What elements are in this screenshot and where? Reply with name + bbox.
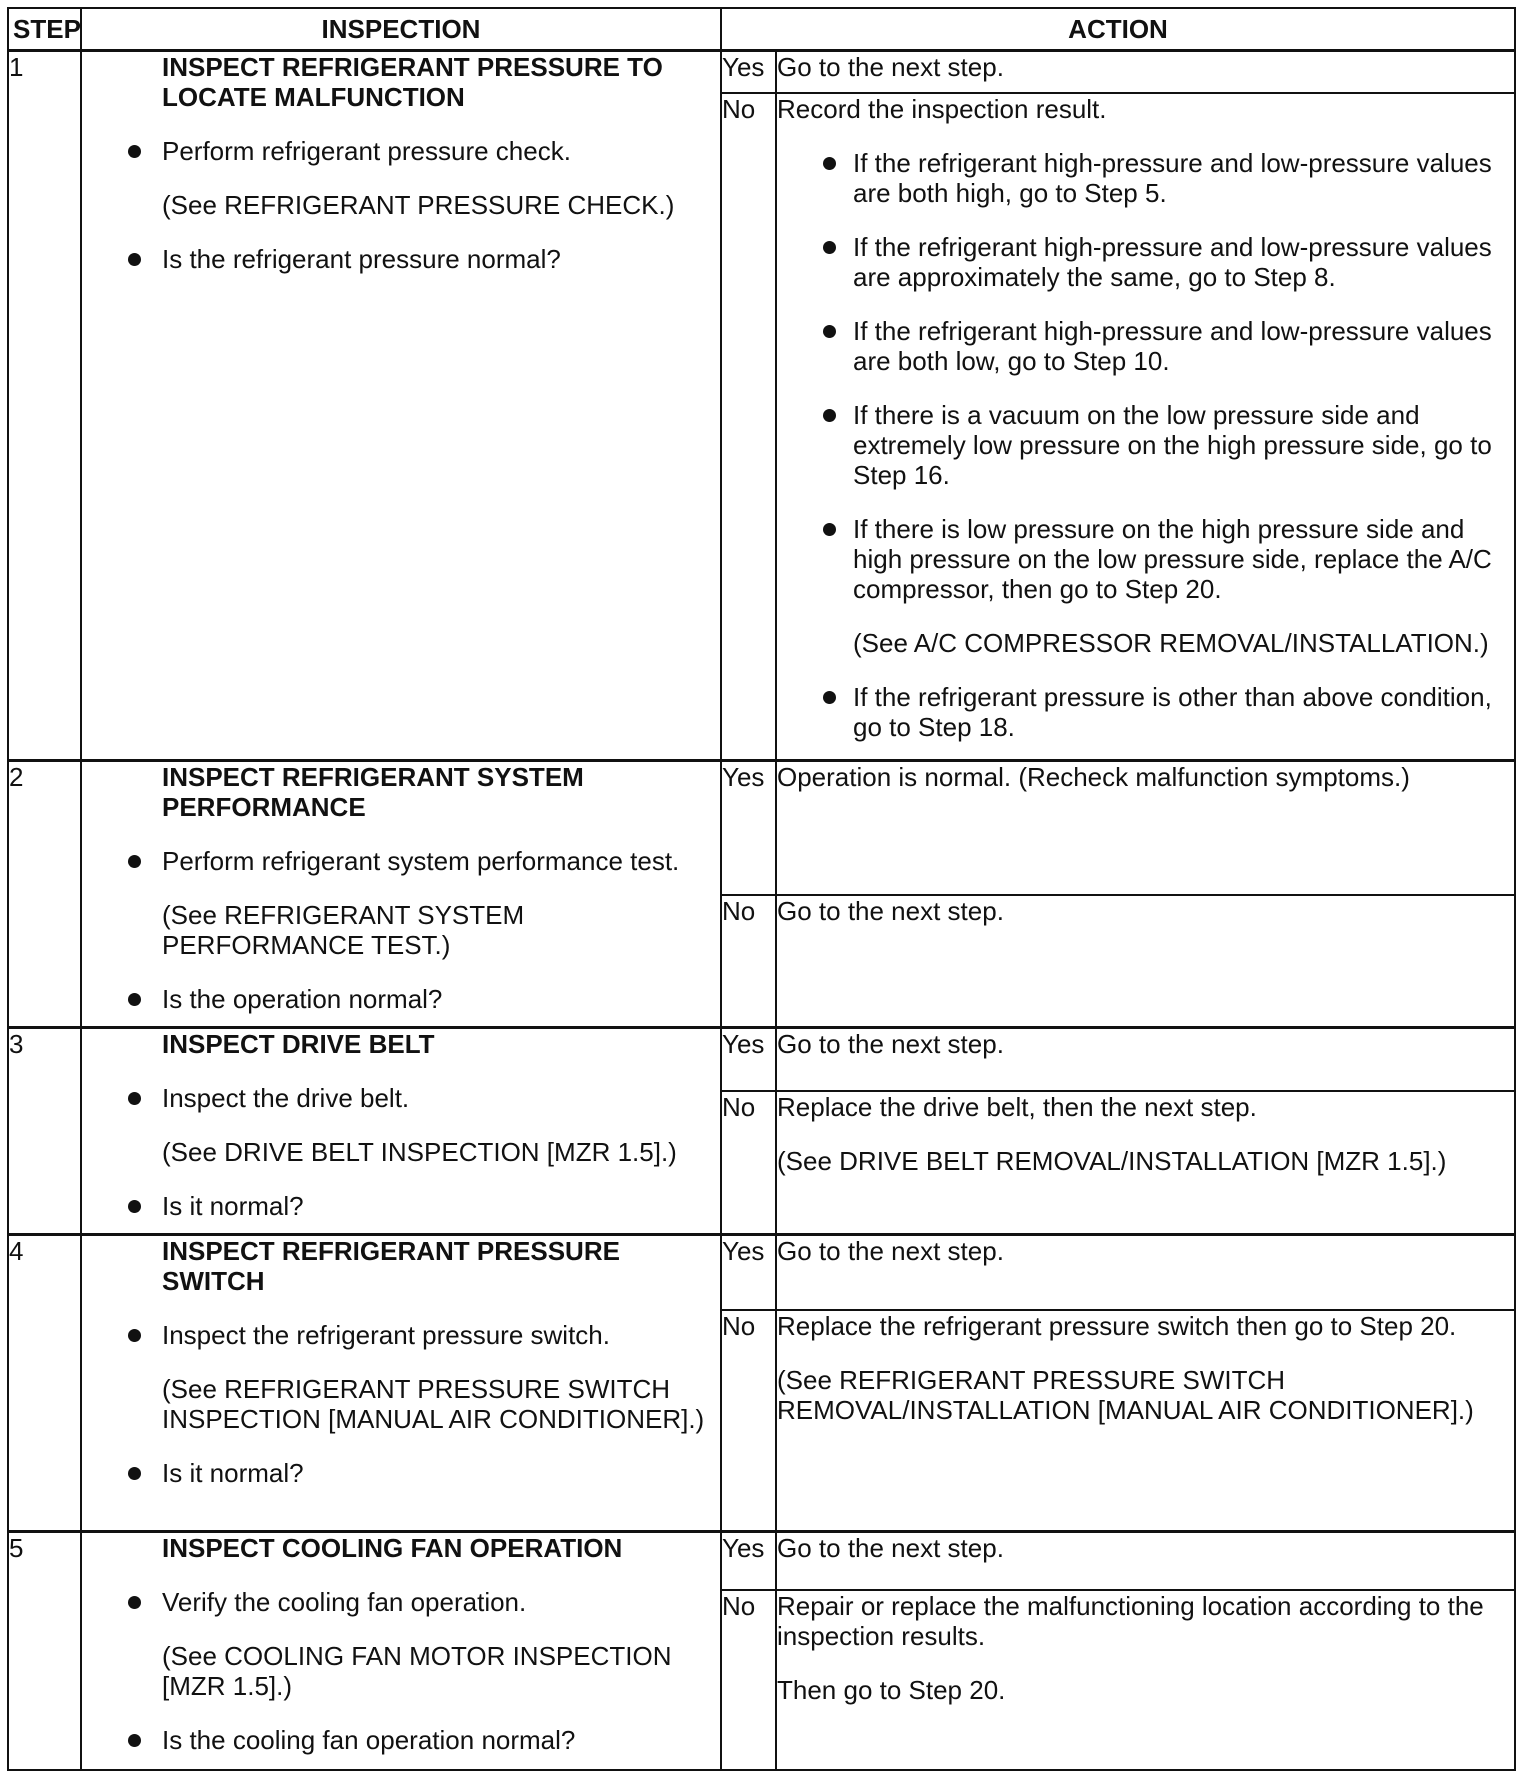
no-label: No bbox=[721, 1310, 776, 1532]
reference-text: (See DRIVE BELT INSPECTION [MZR 1.5].) bbox=[162, 1137, 677, 1168]
inspection-bullet: Inspect the drive belt. bbox=[82, 1083, 720, 1113]
step-number: 2 bbox=[8, 761, 81, 1028]
step-4-yes-row bbox=[8, 1235, 1515, 1310]
yes-action: Go to the next step. bbox=[776, 1532, 1515, 1590]
no-label: No bbox=[721, 895, 776, 1028]
reference-text: (See REFRIGERANT SYSTEM PERFORMANCE TEST.) bbox=[162, 900, 525, 961]
step-2-yes-row bbox=[8, 761, 1515, 895]
step-5-yes-row bbox=[8, 1532, 1515, 1590]
inspection-question: Is it normal? bbox=[82, 1191, 720, 1221]
action-reference: (See DRIVE BELT REMOVAL/INSTALLATION [MZR 1.5].) bbox=[777, 1145, 1447, 1176]
step-number: 1 bbox=[8, 51, 81, 761]
inspection-question: Is the refrigerant pressure normal? bbox=[82, 244, 720, 274]
inspection-bullet: Verify the cooling fan operation. bbox=[82, 1587, 720, 1617]
inspection-title: INSPECT REFRIGERANT PRESSURE SWITCH bbox=[162, 1236, 620, 1297]
inspection-cell bbox=[81, 761, 721, 1028]
no-label: No bbox=[721, 93, 776, 761]
header-row bbox=[8, 8, 1515, 51]
action-bullet: If the refrigerant high-pressure and low-pressure values are approximately the same, go to Step 8. bbox=[777, 232, 1514, 292]
action-reference: Then go to Step 20. bbox=[777, 1674, 1006, 1705]
action-bullet: If the refrigerant pressure is other than above condition, go to Step 18. bbox=[777, 682, 1514, 742]
reference-text: (See REFRIGERANT PRESSURE CHECK.) bbox=[162, 190, 675, 220]
yes-label: Yes bbox=[721, 761, 776, 895]
action-bullet: If the refrigerant high-pressure and low-pressure values are both high, go to Step 5. bbox=[777, 148, 1514, 208]
no-label: No bbox=[721, 1091, 776, 1235]
inspection-question: Is the operation normal? bbox=[82, 984, 720, 1014]
no-action bbox=[776, 1590, 1515, 1770]
action-bullet: If there is low pressure on the high pressure side and high pressure on the low pressure side, replace the A/C compressor, then go to Step 20. bbox=[777, 514, 1514, 604]
action-bullet: If there is a vacuum on the low pressure side and extremely low pressure on the high pressure side, go to Step 16. bbox=[777, 400, 1514, 490]
yes-label: Yes bbox=[721, 1028, 776, 1091]
yes-action: Operation is normal. (Recheck malfunction symptoms.) bbox=[776, 761, 1515, 895]
action-header: ACTION bbox=[721, 8, 1515, 51]
no-action bbox=[776, 1091, 1515, 1235]
step-header: STEP bbox=[8, 8, 81, 51]
no-action-text: Replace the drive belt, then the next step. bbox=[777, 1091, 1257, 1122]
no-action-text: Replace the refrigerant pressure switch then go to Step 20. bbox=[777, 1310, 1457, 1341]
step-number: 3 bbox=[8, 1028, 81, 1235]
inspection-bullet: Inspect the refrigerant pressure switch. bbox=[82, 1320, 720, 1350]
step-number: 4 bbox=[8, 1235, 81, 1532]
yes-action: Go to the next step. bbox=[776, 1028, 1515, 1091]
no-label: No bbox=[721, 1590, 776, 1770]
inspection-bullet: Perform refrigerant system performance test. bbox=[82, 846, 720, 876]
step-number: 5 bbox=[8, 1532, 81, 1770]
inspection-question: Is it normal? bbox=[82, 1458, 720, 1488]
inspection-title: INSPECT COOLING FAN OPERATION bbox=[162, 1533, 623, 1564]
yes-label: Yes bbox=[721, 1235, 776, 1310]
inspection-question: Is the cooling fan operation normal? bbox=[82, 1725, 720, 1755]
no-action-text: Record the inspection result. bbox=[777, 93, 1107, 124]
no-action bbox=[776, 1310, 1515, 1532]
action-bullet: If the refrigerant high-pressure and low-pressure values are both low, go to Step 10. bbox=[777, 316, 1514, 376]
step-1-yes-row bbox=[8, 51, 1515, 93]
inspection-bullet: Perform refrigerant pressure check. bbox=[82, 136, 720, 166]
no-action: Go to the next step. bbox=[776, 895, 1515, 1028]
diagnostic-table bbox=[7, 7, 1516, 1771]
inspection-title: INSPECT DRIVE BELT bbox=[162, 1029, 435, 1060]
action-reference: (See REFRIGERANT PRESSURE SWITCH REMOVAL/INSTALLATION [MANUAL AIR CONDITIONER].) bbox=[777, 1364, 1474, 1425]
inspection-header: INSPECTION bbox=[81, 8, 721, 51]
step-3-yes-row bbox=[8, 1028, 1515, 1091]
reference-text: (See COOLING FAN MOTOR INSPECTION [MZR 1.5].) bbox=[162, 1641, 672, 1702]
inspection-cell bbox=[81, 1028, 721, 1235]
inspection-title: INSPECT REFRIGERANT SYSTEM PERFORMANCE bbox=[162, 762, 584, 823]
inspection-cell bbox=[81, 51, 721, 761]
action-reference: (See A/C COMPRESSOR REMOVAL/INSTALLATION.) bbox=[853, 627, 1489, 658]
yes-label: Yes bbox=[721, 1532, 776, 1590]
yes-label: Yes bbox=[721, 51, 776, 93]
no-action bbox=[776, 93, 1515, 761]
yes-action: Go to the next step. bbox=[776, 51, 1515, 93]
inspection-title: INSPECT REFRIGERANT PRESSURE TO LOCATE MALFUNCTION bbox=[162, 52, 663, 112]
reference-text: (See REFRIGERANT PRESSURE SWITCH INSPECTION [MANUAL AIR CONDITIONER].) bbox=[162, 1374, 705, 1435]
inspection-cell bbox=[81, 1532, 721, 1770]
yes-action: Go to the next step. bbox=[776, 1235, 1515, 1310]
inspection-cell bbox=[81, 1235, 721, 1532]
no-action-text: Repair or replace the malfunctioning location according to the inspection results. bbox=[777, 1590, 1484, 1651]
